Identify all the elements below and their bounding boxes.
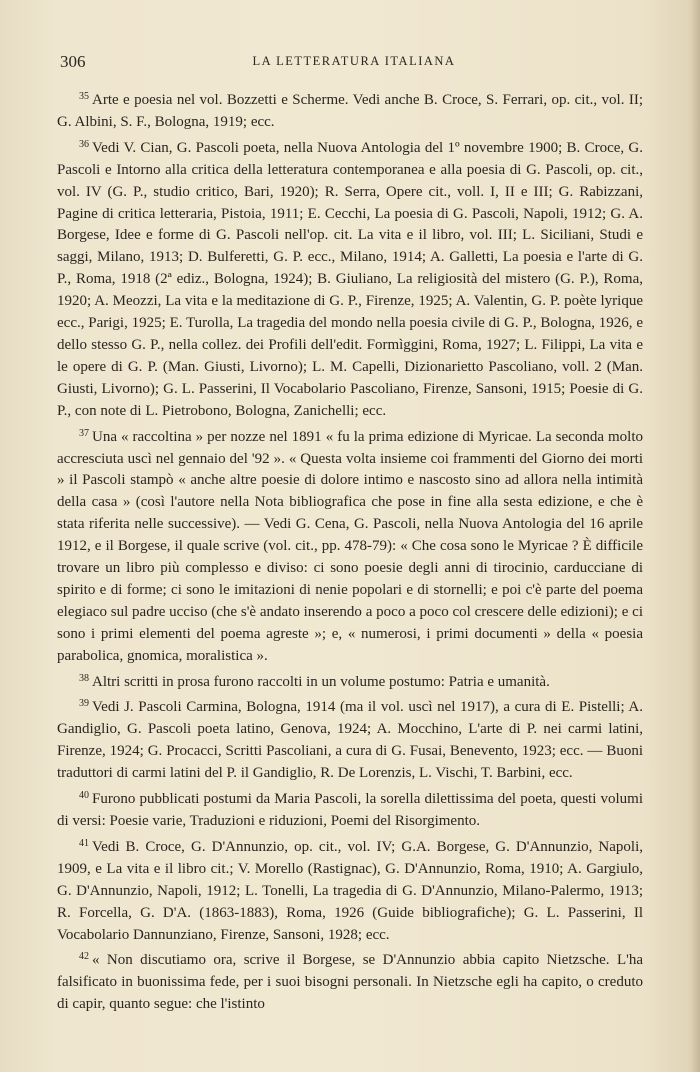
footnote-number: 42 [79, 951, 89, 963]
page-fold-shadow [690, 0, 700, 1072]
footnote-35 [57, 86, 643, 134]
footnote-text: « Non discutiamo ora, scrive il Borgese, se D'Annunzio abbia capito Nietzsche. L'ha falsificato in buonissima fede, per i suoi bisogni personali. In Nietzsche egli ha capito, o creduto di capir, quanto segue: che l'istinto [57, 952, 643, 1013]
footnote-text: Una « raccoltina » per nozze nel 1891 « fu la prima edizione di Myricae. La seconda molto accresciuta uscì nel gennaio del '92 ». « Questa volta insieme coi frammenti del Giorno dei morti » il Pascoli stampò « anche altre poesie di dolore intimo e nascosto sino ad allora nella intimità della casa » (così l'autore nella Nota bibliografica che pose in fine alla sesta edizione, e che è stata riferita nelle successive). — Vedi G. Cena, G. Pascoli, nella Nuova Antologia del 16 aprile 1912, e il Borgese, il quale scrive (vol. cit., pp. 478-79): « Che cosa sono le Myricae ? È difficile trovare un libro più complesso e diviso: ci sono poesie degli anni di tirocinio, carducciane di spirito e di forme; ci sono le imitazioni di nenie popolari e di stornelli; e poi c'è parte del poema elegiaco sul padre ucciso (che s'è andato inserendo a poco a poco col crescere delle edizioni); e ci sono i primi elementi del poema agreste »; e, « numerosi, i primi documenti » della « poesia parabolica, gnomica, moralistica ». [57, 428, 643, 664]
footnote-text: Arte e poesia nel vol. Bozzetti e Scherme. Vedi anche B. Croce, S. Ferrari, op. cit., vol. II; G. Albini, S. F., Bologna, 1919; ecc. [57, 92, 643, 130]
footnote-40 [57, 785, 643, 833]
page-number: 306 [60, 52, 86, 71]
footnote-number: 35 [79, 91, 89, 102]
footnote-number: 39 [79, 698, 89, 710]
footnotes-body [57, 86, 643, 1016]
footnote-36 [57, 134, 643, 423]
footnote-text: Vedi V. Cian, G. Pascoli poeta, nella Nuova Antologia del 1º novembre 1900; B. Croce, G. Pascoli e Intorno alla critica della letteratura contemporanea e alla poesia di G. Pascoli, op. cit., vol. IV (G. P., studio critico, Bari, 1920); R. Serra, Opere cit., voll. I, II e III; G. Rabizzani, Pagine di critica letteraria, Pistoia, 1911; E. Cecchi, La poesia di G. Pascoli, Napoli, 1912; G. A. Borgese, Idee e forme di G. Pascoli nell'op. cit. La vita e il libro, vol. III; L. Siciliani, Studi e saggi, Milano, 1913; D. Bulferetti, G. P. ecc., Milano, 1914; A. Galletti, La poesia e l'arte di G. P., Roma, 1918 (2ª ediz., Bologna, 1924); B. Giuliano, La religiosità del mistero (G. P.), Roma, 1920; A. Meozzi, La vita e la meditazione di G. P., Firenze, 1925; A. Valentin, G. P. poète lyrique ecc., Parigi, 1925; E. Turolla, La tragedia del mondo nella poesia civile di G. P., Bologna, 1926, e dello stesso G. P., nella collez. dei Profili dell'edit. Formìggini, Roma, 1927; L. Filippi, La vita e le opere di G. P. (Man. Giusti, Livorno); L. M. Capelli, Dizionarietto Pascoliano, voll. 2 (Man. Giusti, Livorno); G. L. Passerini, Il Vocabolario Pascoliano, Firenze, Sansoni, 1915; Poesie di G. P., con note di L. Pietrobono, Bologna, Zanichelli; ecc. [57, 139, 643, 419]
footnote-number: 40 [79, 790, 89, 802]
footnote-text: Vedi J. Pascoli Carmina, Bologna, 1914 (ma il vol. uscì nel 1917), a cura di E. Pistelli; A. Gandiglio, G. Pascoli poeta latino, Genova, 1924; A. Mocchino, L'arte di P. nei carmi latini, Firenze, 1924; G. Procacci, Scritti Pascoliani, a cura di G. Fusai, Benevento, 1923; ecc. — Buoni traduttori di carmi latini del P. il Gandiglio, R. De Lorenzis, L. Vischi, T. Barbini, ecc. [57, 699, 643, 782]
footnote-text: Furono pubblicati postumi da Maria Pascoli, la sorella dilettissima del poeta, questi volumi di versi: Poesie varie, Traduzioni e riduzioni, Poemi del Risorgimento. [57, 791, 643, 829]
footnote-text: Vedi B. Croce, G. D'Annunzio, op. cit., vol. IV; G.A. Borgese, G. D'Annunzio, Napoli, 1909, e La vita e il libro cit.; V. Morello (Rastignac), G. D'Annunzio, Roma, 1910; A. Gargiulo, G. D'Annunzio, Napoli, 1912; L. Tonelli, La tragedia di G. D'Annunzio, Milano-Palermo, 1913; R. Forcella, G. D'A. (1863-1883), Roma, 1926 (Guide bibliografiche); G. L. Passerini, Il Vocabolario Dannunziano, Firenze, Sansoni, 1928; ecc. [57, 838, 643, 943]
footnote-39 [57, 693, 643, 785]
footnote-number: 37 [79, 427, 89, 439]
footnote-37 [57, 423, 643, 668]
running-title: LA LETTERATURA ITALIANA [252, 54, 456, 68]
footnote-number: 38 [79, 672, 89, 684]
footnote-number: 36 [79, 138, 89, 150]
footnote-text: Altri scritti in prosa furono raccolti in un volume postumo: Patria e umanità. [92, 673, 550, 690]
footnote-number: 41 [79, 837, 89, 849]
footnote-41 [57, 833, 643, 947]
footnote-38 [57, 668, 643, 694]
page-header [60, 52, 648, 76]
footnote-42 [57, 946, 643, 1016]
